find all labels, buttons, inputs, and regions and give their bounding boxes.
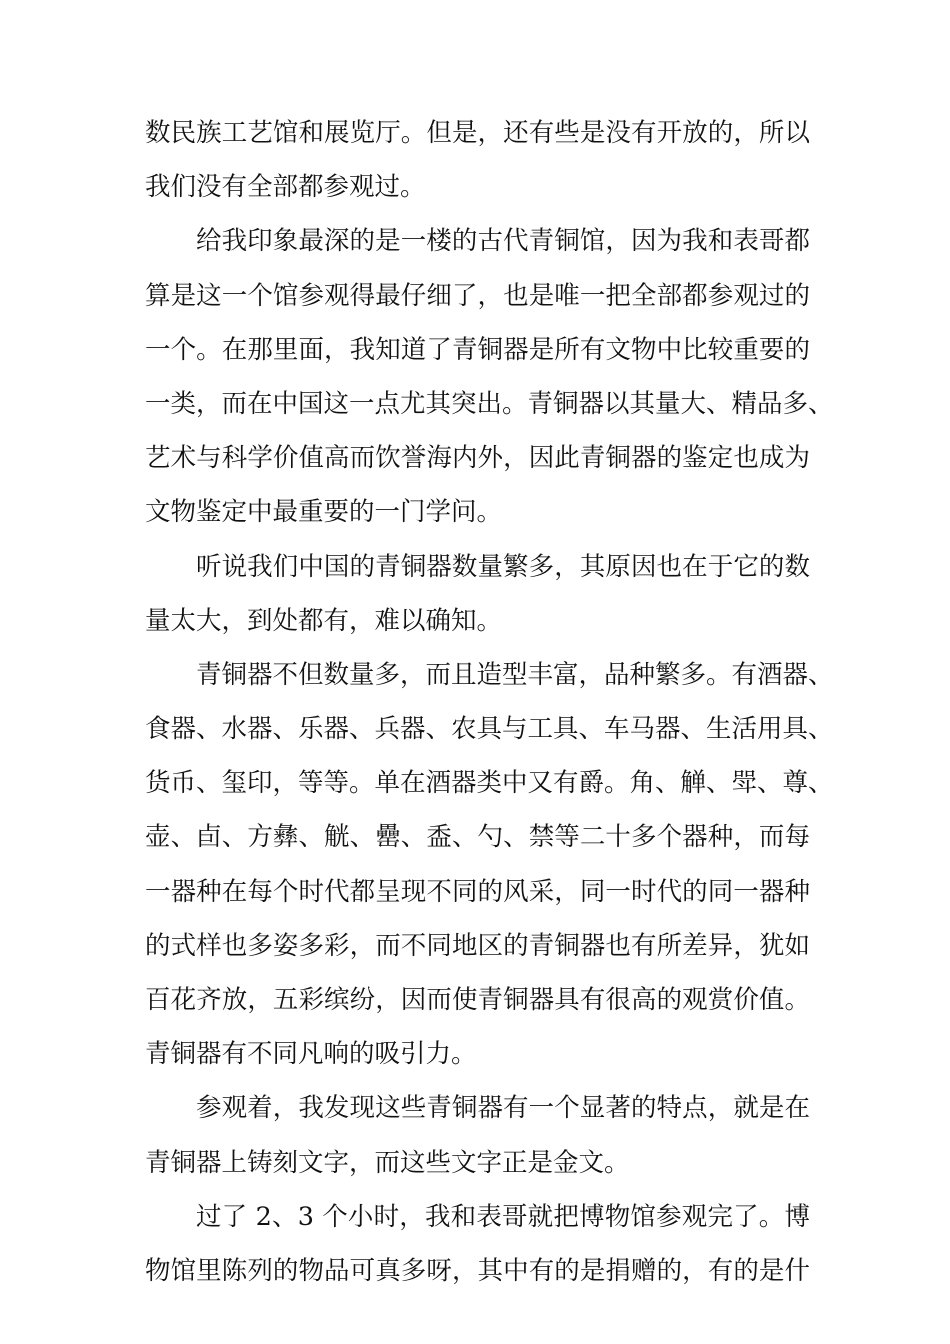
- text-line: 食器、水器、乐器、兵器、农具与工具、车马器、生活用具、: [145, 714, 834, 745]
- text-line: 算是这一个馆参观得最仔细了，也是唯一把全部都参观过的: [145, 280, 810, 311]
- text-line: 量太大，到处都有，难以确知。: [145, 605, 503, 636]
- text-line: 百花齐放，五彩缤纷，因而使青铜器具有很高的观赏价值。: [145, 985, 810, 1015]
- text-line: 青铜器有不同凡响的吸引力。: [145, 1039, 477, 1070]
- paragraph-first-line: 青铜器不但数量多，而且造型丰富，品种繁多。有酒器、: [196, 659, 834, 690]
- document-body: [145, 106, 834, 1298]
- text-line: 物馆里陈列的物品可真多呀，其中有的是捐赠的，有的是什: [145, 1255, 810, 1286]
- paragraph-first-line: 过了 2、3 个小时，我和表哥就把博物馆参观完了。博: [196, 1201, 810, 1232]
- text-line: 一器种在每个时代都呈现不同的风采，同一时代的同一器种: [145, 876, 810, 907]
- text-line: 的式样也多姿多彩，而不同地区的青铜器也有所差异，犹如: [145, 930, 810, 961]
- paragraph-first-line: 给我印象最深的是一楼的古代青铜馆，因为我和表哥都: [196, 226, 810, 257]
- text-line: 一类，而在中国这一点尤其突出。青铜器以其量大、精品多、: [145, 388, 834, 419]
- text-line: 艺术与科学价值高而饮誉海内外，因此青铜器的鉴定也成为: [145, 443, 810, 474]
- paragraph-first-line: 参观着，我发现这些青铜器有一个显著的特点，就是在: [196, 1093, 810, 1124]
- text-line: 数民族工艺馆和展览厅。但是，还有些是没有开放的，所以: [145, 118, 810, 148]
- paragraph-first-line: 听说我们中国的青铜器数量繁多，其原因也在于它的数: [196, 551, 810, 582]
- text-line: 文物鉴定中最重要的一门学问。: [145, 497, 503, 528]
- text-line: 壶、卣、方彝、觥、罍、盉、勺、禁等二十多个器种，而每: [145, 822, 810, 853]
- text-line: 青铜器上铸刻文字，而这些文字正是金文。: [145, 1147, 630, 1178]
- text-line: 一个。在那里面，我知道了青铜器是所有文物中比较重要的: [145, 334, 810, 365]
- text-line: 货币、玺印，等等。单在酒器类中又有爵。角、觯、斝、尊、: [145, 768, 834, 799]
- text-line: 我们没有全部都参观过。: [145, 172, 426, 203]
